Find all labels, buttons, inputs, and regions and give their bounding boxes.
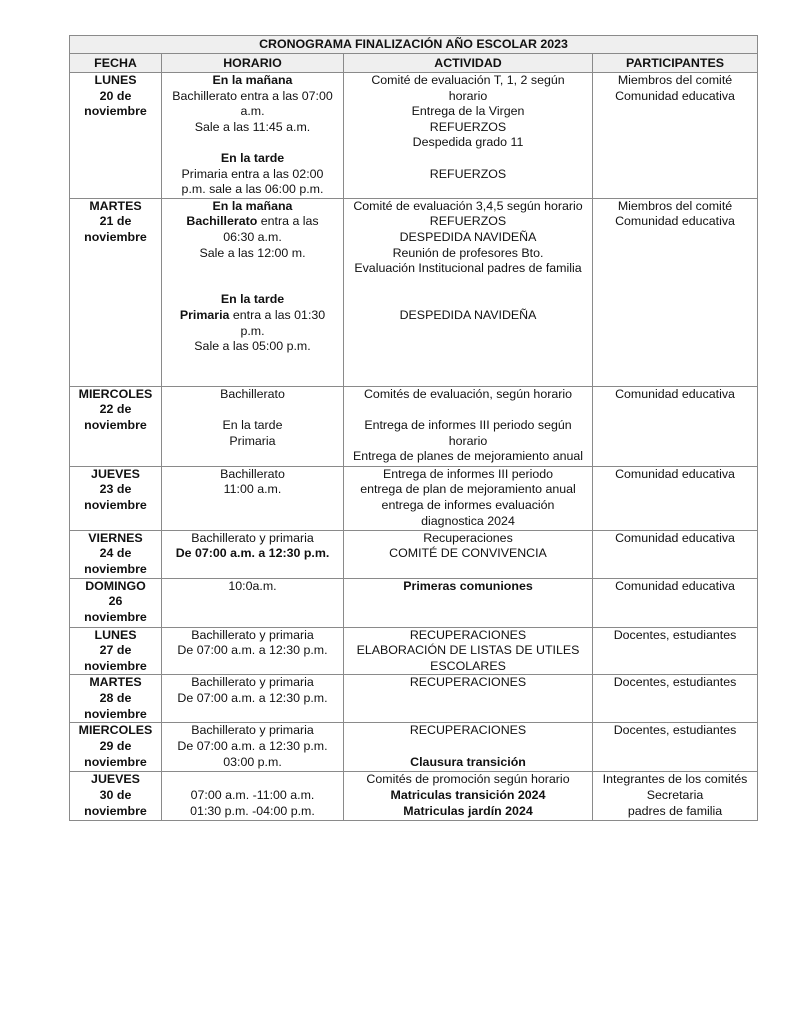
table-row [70, 466, 758, 530]
cell-horario [162, 466, 344, 530]
horario-line: De 07:00 a.m. a 12:30 p.m. [177, 690, 328, 705]
actividad-line: Despedida grado 11 [412, 135, 524, 150]
header-horario: HORARIO [162, 54, 344, 73]
horario-line: Bachillerato entra a las 07:00 [172, 88, 333, 103]
horario-line: p.m. sale a las 06:00 p.m. [181, 182, 324, 197]
actividad-line: Entrega de planes de mejoramiento anual [352, 449, 584, 464]
actividad-line: Recuperaciones [423, 530, 513, 545]
cell-participantes [593, 386, 758, 466]
cell-fecha [70, 73, 162, 199]
fecha-line: noviembre [84, 706, 147, 721]
table-row [70, 198, 758, 386]
schedule-table [69, 35, 758, 821]
actividad-line: Matriculas transición 2024 [390, 787, 546, 802]
horario-line: Bachillerato [220, 466, 285, 481]
actividad-line [346, 292, 590, 308]
bold-prefix: Primaria [179, 307, 230, 322]
bold-prefix: Bachillerato [186, 214, 258, 229]
cell-fecha [70, 386, 162, 466]
participantes-line: padres de familia [627, 803, 723, 818]
table-row [70, 675, 758, 723]
fecha-line: 20 de [99, 88, 132, 103]
table-row [70, 723, 758, 772]
actividad-line: RECUPERACIONES [409, 675, 527, 690]
cell-actividad [344, 578, 593, 627]
actividad-line: Comité de evaluación T, 1, 2 según [371, 73, 565, 87]
horario-line: 01:30 p.m. -04:00 p.m. [190, 803, 315, 818]
actividad-line: Reunión de profesores Bto. [392, 245, 544, 260]
fecha-line: 30 de [99, 787, 132, 802]
participantes-line: Docentes, estudiantes [613, 675, 737, 690]
table-row [70, 386, 758, 466]
horario-line: De 07:00 a.m. a 12:30 p.m. [177, 643, 328, 658]
fecha-line: MIERCOLES [78, 723, 153, 738]
horario-line: En la mañana [212, 198, 293, 213]
fecha-line: 29 de [99, 738, 132, 753]
cell-horario [162, 723, 344, 772]
table-row [70, 530, 758, 578]
horario-line: Sale a las 11:45 a.m. [194, 119, 311, 134]
actividad-line: diagnostica 2024 [421, 513, 515, 528]
participantes-line: Secretaria [646, 787, 704, 802]
actividad-line: Primeras comuniones [403, 578, 533, 593]
fecha-line: noviembre [84, 754, 147, 769]
cell-horario [162, 530, 344, 578]
participantes-line: Integrantes de los comités [602, 772, 748, 787]
actividad-line: horario [448, 433, 488, 448]
horario-line: Bachillerato y primaria [191, 530, 314, 545]
horario-line: De 07:00 a.m. a 12:30 p.m. [175, 546, 330, 561]
fecha-line: JUEVES [91, 772, 140, 787]
actividad-line: Clausura transición [410, 754, 526, 769]
actividad-line: Evaluación Institucional padres de familia [354, 261, 582, 276]
fecha-line: JUEVES [91, 466, 140, 481]
fecha-line: 22 de [99, 402, 132, 417]
horario-line: De 07:00 a.m. a 12:30 p.m. [177, 738, 328, 753]
horario-line: 10:0a.m. [228, 578, 277, 593]
actividad-line: REFUERZOS [429, 166, 507, 181]
table-row [70, 578, 758, 627]
horario-line: p.m. [240, 323, 265, 338]
cell-fecha [70, 530, 162, 578]
fecha-line: MIERCOLES [78, 386, 153, 401]
fecha-line: DOMINGO [85, 578, 146, 593]
participantes-line: Comunidad educativa [615, 466, 735, 481]
horario-line: Bachillerato y primaria [191, 723, 314, 738]
fecha-line: noviembre [84, 561, 147, 576]
cell-fecha [70, 466, 162, 530]
fecha-line: noviembre [84, 417, 147, 432]
cell-actividad [344, 73, 593, 199]
fecha-line: 24 de [99, 546, 132, 561]
actividad-line: horario [448, 88, 488, 103]
fecha-line: LUNES [94, 73, 137, 87]
fecha-line: noviembre [84, 658, 147, 673]
actividad-line: COMITÉ DE CONVIVENCIA [389, 546, 547, 561]
horario-line: Primaria [229, 433, 276, 448]
horario-line: Bachillerato entra a las [186, 214, 319, 229]
cell-horario [162, 386, 344, 466]
header-actividad: ACTIVIDAD [344, 54, 593, 73]
horario-line: Bachillerato y primaria [191, 675, 314, 690]
horario-line: Bachillerato y primaria [191, 627, 314, 642]
fecha-line: noviembre [84, 803, 147, 818]
actividad-line: Entrega de informes III periodo [382, 466, 554, 481]
cell-actividad [344, 198, 593, 386]
participantes-line: Docentes, estudiantes [613, 723, 737, 738]
cell-actividad [344, 675, 593, 723]
horario-line: 03:00 p.m. [223, 754, 282, 769]
cell-actividad [344, 386, 593, 466]
actividad-line [346, 739, 590, 755]
table-row [70, 73, 758, 199]
horario-line: En la mañana [212, 73, 293, 87]
fecha-line: VIERNES [88, 530, 143, 545]
cell-horario [162, 578, 344, 627]
actividad-line [346, 402, 590, 418]
horario-line: Sale a las 12:00 m. [199, 245, 306, 260]
cell-horario [162, 198, 344, 386]
horario-line: Bachillerato [220, 386, 285, 401]
horario-line [164, 402, 341, 418]
fecha-line: noviembre [84, 609, 147, 624]
cell-horario [162, 675, 344, 723]
cell-actividad [344, 627, 593, 675]
cell-participantes [593, 723, 758, 772]
cell-participantes [593, 772, 758, 821]
cell-fecha [70, 578, 162, 627]
horario-line: 11:00 a.m. [223, 482, 282, 497]
actividad-line: REFUERZOS [429, 119, 507, 134]
horario-line: En la tarde [220, 150, 285, 165]
actividad-line: REFUERZOS [429, 214, 507, 229]
fecha-line: noviembre [84, 497, 147, 512]
table-row [70, 772, 758, 821]
horario-line: Primaria entra a las 01:30 [179, 307, 326, 322]
horario-line [164, 261, 341, 277]
actividad-line: ELABORACIÓN DE LISTAS DE UTILES [356, 643, 580, 658]
actividad-line: RECUPERACIONES [409, 627, 527, 642]
cell-actividad [344, 772, 593, 821]
cell-participantes [593, 675, 758, 723]
cell-participantes [593, 73, 758, 199]
horario-line: 07:00 a.m. -11:00 a.m. [190, 787, 315, 802]
table-row [70, 627, 758, 675]
horario-line: Sale a las 05:00 p.m. [194, 339, 311, 354]
fecha-line: 28 de [99, 690, 132, 705]
cell-fecha [70, 675, 162, 723]
title-row [70, 36, 758, 54]
actividad-line: Entrega de informes III periodo según [364, 417, 572, 432]
participantes-line: Comunidad educativa [615, 214, 735, 229]
actividad-line: DESPEDIDA NAVIDEÑA [399, 307, 537, 322]
cell-fecha [70, 198, 162, 386]
cell-participantes [593, 466, 758, 530]
cell-horario [162, 627, 344, 675]
cell-fecha [70, 772, 162, 821]
participantes-line: Comunidad educativa [615, 386, 735, 401]
fecha-line: MARTES [89, 198, 142, 213]
cell-participantes [593, 530, 758, 578]
actividad-line: DESPEDIDA NAVIDEÑA [399, 229, 537, 244]
fecha-line: noviembre [84, 229, 147, 244]
schedule-title: CRONOGRAMA FINALIZACIÓN AÑO ESCOLAR 2023 [70, 36, 758, 54]
participantes-line: Miembros del comité [617, 198, 733, 213]
participantes-line: Comunidad educativa [615, 530, 735, 545]
horario-line [164, 277, 341, 293]
header-row [70, 54, 758, 73]
cell-participantes [593, 198, 758, 386]
cell-actividad [344, 723, 593, 772]
actividad-line: RECUPERACIONES [409, 723, 527, 738]
header-participantes: PARTICIPANTES [593, 54, 758, 73]
actividad-line: Comités de evaluación, según horario [363, 386, 572, 401]
fecha-line: 21 de [99, 214, 132, 229]
fecha-line: 26 [108, 594, 123, 609]
participantes-line: Comunidad educativa [615, 88, 735, 103]
horario-line [164, 135, 341, 151]
actividad-line [346, 277, 590, 293]
participantes-line: Comunidad educativa [615, 578, 735, 593]
fecha-line: 27 de [99, 643, 132, 658]
header-fecha: FECHA [70, 54, 162, 73]
horario-line: En la tarde [222, 417, 283, 432]
fecha-line: LUNES [94, 627, 137, 642]
participantes-line: Docentes, estudiantes [613, 627, 737, 642]
horario-line [164, 772, 341, 788]
cell-actividad [344, 466, 593, 530]
actividad-line: entrega de plan de mejoramiento anual [360, 482, 576, 497]
fecha-line: MARTES [89, 675, 142, 690]
actividad-line: Entrega de la Virgen [411, 104, 525, 119]
cell-fecha [70, 723, 162, 772]
horario-line: 06:30 a.m. [223, 229, 282, 244]
cell-horario [162, 73, 344, 199]
actividad-line: Comité de evaluación 3,4,5 según horario [353, 198, 583, 213]
fecha-line: noviembre [84, 104, 147, 119]
horario-line: a.m. [240, 104, 265, 119]
cell-actividad [344, 530, 593, 578]
schedule-body [70, 73, 758, 821]
cell-participantes [593, 578, 758, 627]
actividad-line: Matriculas jardín 2024 [403, 803, 533, 818]
horario-line: En la tarde [220, 292, 285, 307]
cell-participantes [593, 627, 758, 675]
actividad-line: ESCOLARES [430, 658, 506, 673]
fecha-line: 23 de [99, 482, 132, 497]
horario-line: Primaria entra a las 02:00 [181, 166, 324, 181]
actividad-line: entrega de informes evaluación [381, 497, 555, 512]
participantes-line: Miembros del comité [617, 73, 733, 87]
cell-fecha [70, 627, 162, 675]
cell-horario [162, 772, 344, 821]
actividad-line [346, 151, 590, 167]
actividad-line: Comités de promoción según horario [366, 772, 570, 787]
